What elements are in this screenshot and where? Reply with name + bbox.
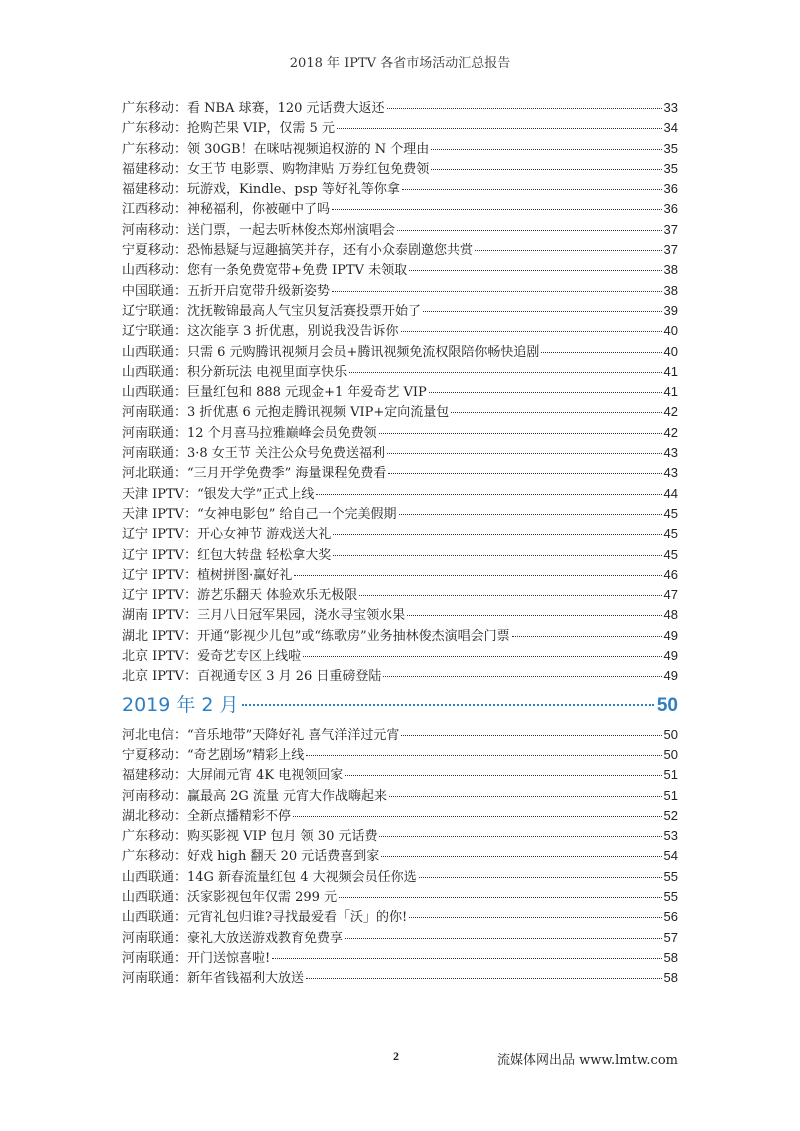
toc-entry[interactable]: [122, 826, 678, 846]
toc-entry-title: 山西联通：积分新玩法 电视里面享快乐: [122, 364, 348, 380]
toc-entry[interactable]: [122, 179, 678, 199]
toc-entry[interactable]: [122, 423, 678, 443]
toc-entry-page: 36: [663, 181, 678, 197]
toc-section-2019-02: [122, 725, 678, 989]
toc-heading-page: 50: [656, 694, 678, 716]
toc-entry[interactable]: [122, 362, 678, 382]
toc-entry[interactable]: [122, 745, 678, 765]
toc-leader-dots: [419, 877, 662, 878]
toc-leader-dots: [381, 856, 661, 857]
toc-leader-dots: [242, 704, 654, 706]
toc-leader-dots: [399, 514, 662, 515]
toc-entry-page: 43: [663, 445, 678, 461]
toc-leader-dots: [402, 189, 662, 190]
toc-entry-page: 41: [663, 384, 678, 400]
toc-leader-dots: [333, 555, 661, 556]
toc-entry[interactable]: [122, 948, 678, 968]
toc-leader-dots: [316, 494, 661, 495]
toc-entry-page: 41: [663, 363, 678, 379]
toc-leader-dots: [379, 433, 662, 434]
toc-entry-page: 37: [663, 221, 678, 237]
toc-leader-dots: [359, 595, 661, 596]
toc-leader-dots: [333, 534, 661, 535]
toc-entry-title: 山西联通：沃家影视包年仅需 299 元: [122, 889, 338, 905]
toc-leader-dots: [541, 352, 661, 353]
toc-leader-dots: [387, 453, 662, 454]
toc-entry[interactable]: [122, 382, 678, 402]
toc-entry[interactable]: [122, 443, 678, 463]
toc-entry[interactable]: [122, 846, 678, 866]
toc-entry[interactable]: [122, 504, 678, 524]
toc-entry-title: 广东移动：好戏 high 翻天 20 元话费喜到家: [122, 849, 380, 865]
toc-entry-page: 45: [663, 505, 678, 521]
toc-entry-page: 43: [663, 465, 678, 481]
toc-entry-title: 广东移动：看 NBA 球赛，120 元话费大返还: [122, 101, 385, 116]
toc-entry-title: 河南联通：新年省钱福利大放送: [122, 971, 305, 987]
toc-leader-dots: [401, 331, 662, 332]
toc-entry-page: 42: [663, 404, 678, 420]
toc-entry[interactable]: [122, 342, 678, 362]
toc-leader-dots: [407, 615, 661, 616]
toc-entry-title: 湖南 IPTV：三月八日冠军果园，浇水寻宝领水果: [122, 608, 406, 624]
toc-leader-dots: [306, 978, 662, 979]
toc-entry-title: 辽宁 IPTV：植树拼图·赢好礼: [122, 567, 293, 583]
toc-leader-dots: [332, 291, 662, 292]
toc-leader-dots: [294, 575, 661, 576]
toc-leader-dots: [451, 412, 661, 413]
toc-entry-page: 46: [663, 566, 678, 582]
toc-entry-page: 57: [663, 929, 678, 945]
toc-entry-title: 北京 IPTV：爱奇艺专区上线啦: [122, 649, 302, 665]
toc-entry[interactable]: [122, 928, 678, 948]
toc-entry[interactable]: [122, 907, 678, 927]
toc-entry-title: 河南联通：3 折优惠 6 元抱走腾讯视频 VIP+定向流量包: [122, 405, 450, 421]
toc-entry[interactable]: [122, 220, 678, 240]
toc-entry[interactable]: [122, 765, 678, 785]
toc-entry-title: 河北联通：“三月开学免费季” 海量课程免费看: [122, 466, 387, 482]
toc-entry-page: 49: [663, 648, 678, 664]
toc-entry-title: 江西移动：神秘福利，你被砸中了吗: [122, 202, 331, 218]
toc-heading-2019-02[interactable]: [122, 688, 678, 722]
toc-entry-title: 广东移动：购买影视 VIP 包月 领 30 元话费: [122, 829, 378, 845]
toc-entry-title: 福建移动：女王节 电影票、购物津贴 万券红包免费领: [122, 161, 430, 177]
toc-entry-page: 37: [663, 242, 678, 258]
toc-entry-title: 广东移动：领 30GB！在咪咕视频追权游的 N 个理由: [122, 141, 430, 157]
toc-entry-page: 58: [663, 970, 678, 986]
toc-entry-title: 山西移动：您有一条免费宽带+免费 IPTV 未领取: [122, 263, 408, 279]
toc-entry[interactable]: [122, 402, 678, 422]
toc-entry-page: 38: [663, 262, 678, 278]
toc-entry-page: 38: [663, 282, 678, 298]
toc-leader-dots: [387, 108, 662, 109]
toc-entry-page: 40: [663, 343, 678, 359]
toc-entry-title: 天津 IPTV：“银发大学”正式上线: [122, 486, 315, 502]
toc-entry-title: 山西联通：巨量红包和 888 元现金+1 年爱奇艺 VIP: [122, 385, 427, 401]
toc-leader-dots: [512, 636, 662, 637]
toc-entry-title: 辽宁 IPTV：红包大转盘 轻松拿大奖: [122, 547, 332, 563]
toc-entry-page: 39: [663, 302, 678, 318]
toc-entry[interactable]: [122, 968, 678, 988]
toc-entry-page: 52: [663, 807, 678, 823]
toc-entry-page: 36: [663, 201, 678, 217]
toc-entry[interactable]: [122, 139, 678, 159]
toc-entry[interactable]: [122, 159, 678, 179]
toc-entry-title: 宁夏移动：“奇艺剧场”精彩上线: [122, 747, 305, 763]
toc-entry-title: 天津 IPTV：“女神电影包” 给自己一个完美假期: [122, 506, 397, 522]
toc-entry-page: 45: [663, 546, 678, 562]
toc-entry[interactable]: [122, 118, 678, 138]
toc-leader-dots: [429, 392, 662, 393]
toc-entry[interactable]: [122, 545, 678, 565]
toc-entry[interactable]: [122, 646, 678, 666]
toc-entry-page: 42: [663, 424, 678, 440]
toc-leader-dots: [401, 735, 661, 736]
toc-leader-dots: [303, 656, 661, 657]
toc-leader-dots: [345, 775, 661, 776]
toc-entry[interactable]: [122, 321, 678, 341]
toc-leader-dots: [431, 169, 661, 170]
toc-entry[interactable]: [122, 98, 678, 118]
toc-entry[interactable]: [122, 626, 678, 646]
toc-leader-dots: [337, 128, 662, 129]
toc-entry-page: 56: [663, 909, 678, 925]
toc-entry[interactable]: [122, 281, 678, 301]
toc-entry-page: 53: [663, 828, 678, 844]
toc-leader-dots: [383, 676, 661, 677]
toc-leader-dots: [397, 230, 662, 231]
toc-entry[interactable]: [122, 565, 678, 585]
toc-entry-page: 49: [663, 668, 678, 684]
toc-leader-dots: [332, 209, 662, 210]
toc-entry[interactable]: [122, 484, 678, 504]
toc-leader-dots: [306, 755, 661, 756]
toc-entry-page: 55: [663, 868, 678, 884]
toc-entry-page: 49: [663, 627, 678, 643]
toc-leader-dots: [379, 836, 661, 837]
toc-entry-title: 辽宁 IPTV：开心女神节 游戏送大礼: [122, 527, 332, 543]
toc-entry[interactable]: [122, 463, 678, 483]
toc-entry-title: 湖北移动：全新点播精彩不停: [122, 808, 292, 824]
toc-entry-page: 51: [663, 767, 678, 783]
toc-entry-title: 河南联通：12 个月喜马拉雅巅峰会员免费领: [122, 425, 377, 441]
toc-entry-title: 山西联通：只需 6 元购腾讯视频月会员+腾讯视频免流权限陪你畅快追剧: [122, 344, 540, 360]
toc-entry[interactable]: [122, 260, 678, 280]
toc-entry-title: 山西联通：元宵礼包归谁?寻找最爱看「沃」的你!: [122, 910, 408, 926]
toc-entry[interactable]: [122, 806, 678, 826]
toc-entry[interactable]: [122, 524, 678, 544]
toc-entry-page: 40: [663, 323, 678, 339]
toc-leader-dots: [272, 958, 661, 959]
toc-leader-dots: [345, 938, 662, 939]
toc-entry-page: 48: [663, 607, 678, 623]
toc-entry-page: 50: [663, 746, 678, 762]
toc-entry-page: 35: [663, 160, 678, 176]
toc-entry-title: 辽宁 IPTV：游艺乐翻天 体验欢乐无极限: [122, 588, 358, 604]
toc-entry-title: 河北电信：“音乐地带”天降好礼 喜气洋洋过元宵: [122, 727, 400, 743]
toc-entry-title: 河南联通：开门送惊喜啦!: [122, 950, 271, 966]
footer-brand: 流媒体网出品 www.lmtw.com: [497, 1053, 678, 1068]
toc-entry[interactable]: [122, 786, 678, 806]
toc-entry-page: 35: [663, 140, 678, 156]
toc-leader-dots: [409, 917, 661, 918]
toc-leader-dots: [409, 270, 661, 271]
toc-entry-page: 47: [663, 587, 678, 603]
toc-entry[interactable]: [122, 725, 678, 745]
toc-entry-page: 44: [663, 485, 678, 501]
toc-entry-page: 33: [663, 100, 678, 115]
toc-entry-title: 福建移动：大屏闹元宵 4K 电视领回家: [122, 768, 344, 784]
toc-entry-title: 福建移动：玩游戏，Kindle、psp 等好礼等你拿: [122, 182, 400, 198]
toc-entry-page: 58: [663, 949, 678, 965]
table-of-contents: [122, 98, 678, 988]
toc-entry[interactable]: [122, 301, 678, 321]
toc-leader-dots: [475, 250, 662, 251]
toc-entry-title: 河南移动：送门票，一起去听林俊杰郑州演唱会: [122, 222, 396, 238]
toc-entry-title: 湖北 IPTV：开通“影视少儿包”或“练歌房”业务抽林俊杰演唱会门票: [122, 628, 510, 644]
toc-entry[interactable]: [122, 867, 678, 887]
toc-entry-title: 辽宁联通：沈抚鞍锦最高人气宝贝复活赛投票开始了: [122, 303, 422, 319]
toc-entry-page: 45: [663, 526, 678, 542]
toc-entry-title: 广东移动：抢购芒果 VIP，仅需 5 元: [122, 121, 335, 137]
toc-entry-title: 北京 IPTV：百视通专区 3 月 26 日重磅登陆: [122, 669, 382, 685]
toc-leader-dots: [423, 311, 662, 312]
toc-entry-page: 54: [663, 848, 678, 864]
toc-entry-title: 辽宁联通：这次能享 3 折优惠，别说我没告诉你: [122, 324, 399, 340]
toc-entry-title: 河南联通：豪礼大放送游戏教育免费享: [122, 930, 344, 946]
toc-entry-page: 55: [663, 888, 678, 904]
toc-leader-dots: [349, 372, 661, 373]
toc-entry-page: 51: [663, 787, 678, 803]
page-header: 2018 年 IPTV 各省市场活动汇总报告: [289, 56, 511, 71]
toc-entry-title: 宁夏移动：恐怖悬疑与逗趣搞笑并存，还有小众泰剧邀您共赏: [122, 243, 474, 259]
toc-entry[interactable]: [122, 199, 678, 219]
toc-entry[interactable]: [122, 887, 678, 907]
toc-entry-title: 中国联通：五折开启宽带升级新姿势: [122, 283, 331, 299]
toc-entry-title: 河南移动：赢最高 2G 流量 元宵大作战嗨起来: [122, 788, 388, 804]
toc-section-2018: [122, 98, 678, 687]
toc-entry[interactable]: [122, 666, 678, 686]
toc-entry-title: 山西联通：14G 新春流量红包 4 大视频会员任你选: [122, 869, 417, 885]
toc-entry[interactable]: [122, 585, 678, 605]
toc-entry-title: 河南联通：3·8 女王节 关注公众号免费送福利: [122, 446, 385, 462]
toc-entry[interactable]: [122, 240, 678, 260]
toc-leader-dots: [339, 897, 661, 898]
toc-entry[interactable]: [122, 605, 678, 625]
toc-entry-page: 34: [663, 120, 678, 136]
toc-leader-dots: [293, 816, 662, 817]
footer-page-number: 2: [393, 1049, 399, 1063]
toc-leader-dots: [389, 796, 661, 797]
toc-leader-dots: [388, 473, 661, 474]
toc-leader-dots: [431, 149, 661, 150]
toc-entry-page: 50: [663, 726, 678, 742]
toc-heading-title: 2019 年 2 月: [122, 693, 239, 716]
